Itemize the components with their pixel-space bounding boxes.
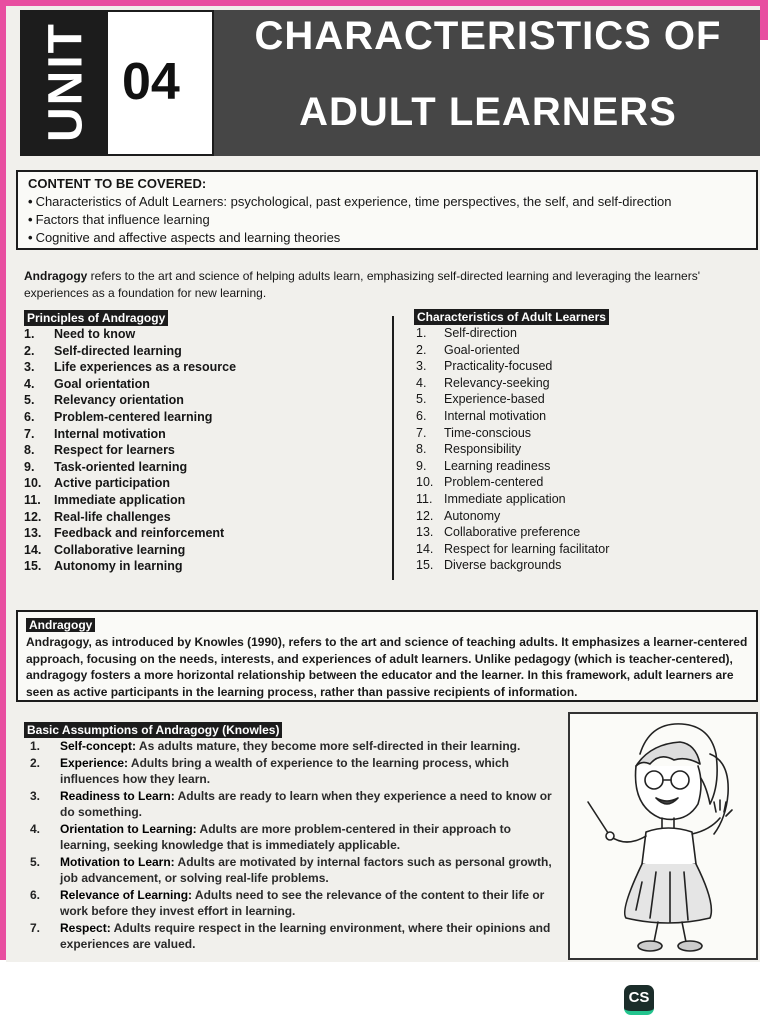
characteristic-item <box>416 491 609 508</box>
principle-item <box>24 525 236 542</box>
list-number: 14. <box>416 541 434 556</box>
assumption-number: 5. <box>30 854 41 869</box>
principle-item <box>24 343 236 360</box>
list-item-text: Problem-centered <box>444 475 544 490</box>
list-number: 3. <box>24 360 35 375</box>
list-item-text: Diverse backgrounds <box>444 558 562 573</box>
unit-number: 04 <box>122 53 180 111</box>
content-covered-item: • Cognitive and affective aspects and learning theories <box>28 230 341 245</box>
assumption-item <box>26 738 556 754</box>
list-number: 10. <box>24 476 42 491</box>
unit-label: UNIT <box>39 22 93 142</box>
principle-item <box>24 359 236 376</box>
list-number: 12. <box>416 508 434 523</box>
list-number: 13. <box>24 526 42 541</box>
chapter-title-line1: CHARACTERISTICS OF <box>254 14 722 58</box>
list-item-text: Active participation <box>54 476 170 491</box>
list-item-text: Autonomy in learning <box>54 559 183 574</box>
assumption-term: Self-concept: <box>60 739 137 753</box>
list-item-text: Time-conscious <box>444 425 532 440</box>
assumption-number: 1. <box>30 739 41 753</box>
list-number: 6. <box>24 409 35 424</box>
list-number: 4. <box>416 375 427 390</box>
assumption-term: Experience: <box>60 755 129 770</box>
andragogy-intro <box>24 268 754 302</box>
characteristic-item <box>416 557 609 574</box>
assumption-number: 4. <box>30 821 41 836</box>
list-number: 2. <box>24 343 35 358</box>
list-number: 14. <box>24 542 42 557</box>
principle-item <box>24 376 236 393</box>
list-item-text: Immediate application <box>444 491 566 506</box>
list-item-text: Experience-based <box>444 392 545 407</box>
bullet-icon: • <box>28 230 33 245</box>
list-item-text: Learning readiness <box>444 458 551 473</box>
list-number: 12. <box>24 509 42 524</box>
principle-item <box>24 492 236 509</box>
principle-item <box>24 326 236 343</box>
assumptions-list <box>26 738 556 953</box>
list-number: 7. <box>416 425 427 440</box>
assumption-term: Relevance of Learning: <box>60 887 193 902</box>
teacher-illustration <box>568 712 758 960</box>
assumption-desc: Adults require respect in the learning environment, where their opinions and experiences are valued. <box>60 920 551 951</box>
characteristic-item <box>416 375 609 392</box>
list-item-text: Feedback and reinforcement <box>54 526 225 541</box>
assumption-desc: Adults are more problem-centered in their approach to learning, seeking knowledge that is immediately applicable. <box>60 821 511 852</box>
principle-item <box>24 409 236 426</box>
scanned-page <box>6 6 760 962</box>
characteristic-item <box>416 342 609 359</box>
assumption-number: 7. <box>30 920 41 935</box>
list-number: 5. <box>416 392 427 407</box>
list-item-text: Internal motivation <box>444 408 547 423</box>
characteristic-item <box>416 358 609 375</box>
assumption-number: 3. <box>30 788 41 803</box>
camscanner-logo-icon: CS <box>624 985 654 1015</box>
column-divider <box>392 316 394 580</box>
assumption-item <box>26 854 556 886</box>
list-number: 5. <box>24 393 35 408</box>
principles-list <box>24 326 236 575</box>
content-covered-title: CONTENT TO BE COVERED: <box>28 176 207 191</box>
list-item-text: Collaborative preference <box>444 525 581 540</box>
list-item-text: Internal motivation <box>54 426 166 441</box>
andragogy-box-text: Andragogy, as introduced by Knowles (1990), refers to the art and science of teaching adults. It emphasizes a learner-centered approach, focusing on the needs, interests, and experiences of adult learners. Unlike pedagogy (which is teacher-centered), andragogy fosters a more horizontal relationship between the educator and the learner. In this framework, adult learners are seen as active participants in the learning process, rather than passive recipients of information. <box>26 635 748 699</box>
characteristic-item <box>416 325 609 342</box>
principle-item <box>24 558 236 575</box>
assumption-desc: Adults need to see the relevance of the content to their life or work before they invest effort in learning. <box>60 887 545 918</box>
list-number: 9. <box>416 458 427 473</box>
list-number: 15. <box>416 558 434 573</box>
list-item-text: Respect for learners <box>54 443 175 458</box>
unit-badge <box>20 10 214 156</box>
list-number: 13. <box>416 525 434 540</box>
list-number: 7. <box>24 426 35 441</box>
assumption-item <box>26 755 556 787</box>
assumption-desc: Adults bring a wealth of experience to the learning process, which influences how they learn. <box>60 755 510 786</box>
principle-item <box>24 426 236 443</box>
assumption-term: Motivation to Learn: <box>60 854 175 869</box>
list-number: 10. <box>416 475 434 490</box>
list-item-text: Practicality-focused <box>444 359 553 374</box>
assumptions-heading: Basic Assumptions of Andragogy (Knowles) <box>24 722 282 738</box>
list-number: 11. <box>24 492 41 507</box>
list-number: 4. <box>24 376 35 391</box>
chapter-title-banner <box>214 10 760 156</box>
characteristics-list <box>416 325 609 574</box>
bullet-icon: • <box>28 194 33 209</box>
list-item-text: Self-directed learning <box>54 343 182 358</box>
list-item-text: Self-direction <box>444 326 517 340</box>
characteristic-item <box>416 541 609 558</box>
characteristic-item <box>416 441 609 458</box>
andragogy-definition-box <box>16 610 758 702</box>
andragogy-intro-term: Andragogy <box>24 269 88 283</box>
list-number: 8. <box>24 443 35 458</box>
content-covered-item: • Factors that influence learning <box>28 212 210 227</box>
assumption-desc: Adults are motivated by internal factors such as personal growth, job advancement, or solving real-life problems. <box>60 854 552 885</box>
content-covered-item: • Characteristics of Adult Learners: psychological, past experience, time perspectives, the self, and self-direction <box>28 194 672 209</box>
list-item-text: Responsibility <box>444 442 522 457</box>
assumption-item <box>26 788 556 820</box>
assumption-term: Orientation to Learning: <box>60 821 197 836</box>
characteristics-heading: Characteristics of Adult Learners <box>414 309 609 325</box>
assumption-desc: Adults are ready to learn when they experience a need to know or do something. <box>60 788 552 819</box>
list-item-text: Immediate application <box>54 492 186 507</box>
assumption-item <box>26 821 556 853</box>
list-number: 2. <box>416 342 427 357</box>
list-number: 3. <box>416 359 427 374</box>
list-number: 9. <box>24 459 35 474</box>
list-item-text: Task-oriented learning <box>54 459 188 474</box>
list-number: 15. <box>24 559 42 574</box>
list-number: 6. <box>416 408 427 423</box>
list-item-text: Real-life challenges <box>54 509 171 524</box>
principle-item <box>24 475 236 492</box>
characteristic-item <box>416 524 609 541</box>
assumption-term: Respect: <box>60 920 111 935</box>
unit-strip <box>22 12 108 154</box>
content-covered-box <box>16 170 758 250</box>
assumption-desc: As adults mature, they become more self-directed in their learning. <box>136 739 521 753</box>
assumption-item <box>26 920 556 952</box>
characteristic-item <box>416 408 609 425</box>
list-item-text: Problem-centered learning <box>54 409 213 424</box>
list-number: 1. <box>24 327 35 341</box>
bullet-icon: • <box>28 212 33 227</box>
andragogy-box-heading: Andragogy <box>26 618 95 632</box>
page-corner-pink <box>760 0 768 40</box>
list-item-text: Collaborative learning <box>54 542 186 557</box>
chapter-title-line2: ADULT LEARNERS <box>299 90 677 134</box>
list-number: 11. <box>416 491 433 506</box>
characteristic-item <box>416 425 609 442</box>
characteristic-item <box>416 391 609 408</box>
assumption-number: 2. <box>30 755 41 770</box>
characteristic-item <box>416 458 609 475</box>
list-item-text: Life experiences as a resource <box>54 360 237 375</box>
list-item-text: Relevancy orientation <box>54 393 184 408</box>
list-number: 1. <box>416 326 427 340</box>
assumption-number: 6. <box>30 887 41 902</box>
teacher-cartoon-icon <box>570 714 756 958</box>
principle-item <box>24 459 236 476</box>
assumption-term: Readiness to Learn: <box>60 788 175 803</box>
andragogy-intro-text: refers to the art and science of helping adults learn, emphasizing self-directed learning and leveraging the learners' experiences as a foundation for new learning. <box>24 269 700 300</box>
list-item-text: Autonomy <box>444 508 501 523</box>
principle-item <box>24 392 236 409</box>
list-item-text: Goal-oriented <box>444 342 520 357</box>
principle-item <box>24 509 236 526</box>
list-item-text: Goal orientation <box>54 376 150 391</box>
assumption-item <box>26 887 556 919</box>
principle-item <box>24 542 236 559</box>
list-item-text: Relevancy-seeking <box>444 375 550 390</box>
list-item-text: Respect for learning facilitator <box>444 541 610 556</box>
principle-item <box>24 442 236 459</box>
principles-heading: Principles of Andragogy <box>24 310 168 326</box>
list-item-text: Need to know <box>54 327 136 341</box>
characteristic-item <box>416 508 609 525</box>
characteristic-item <box>416 474 609 491</box>
list-number: 8. <box>416 442 427 457</box>
